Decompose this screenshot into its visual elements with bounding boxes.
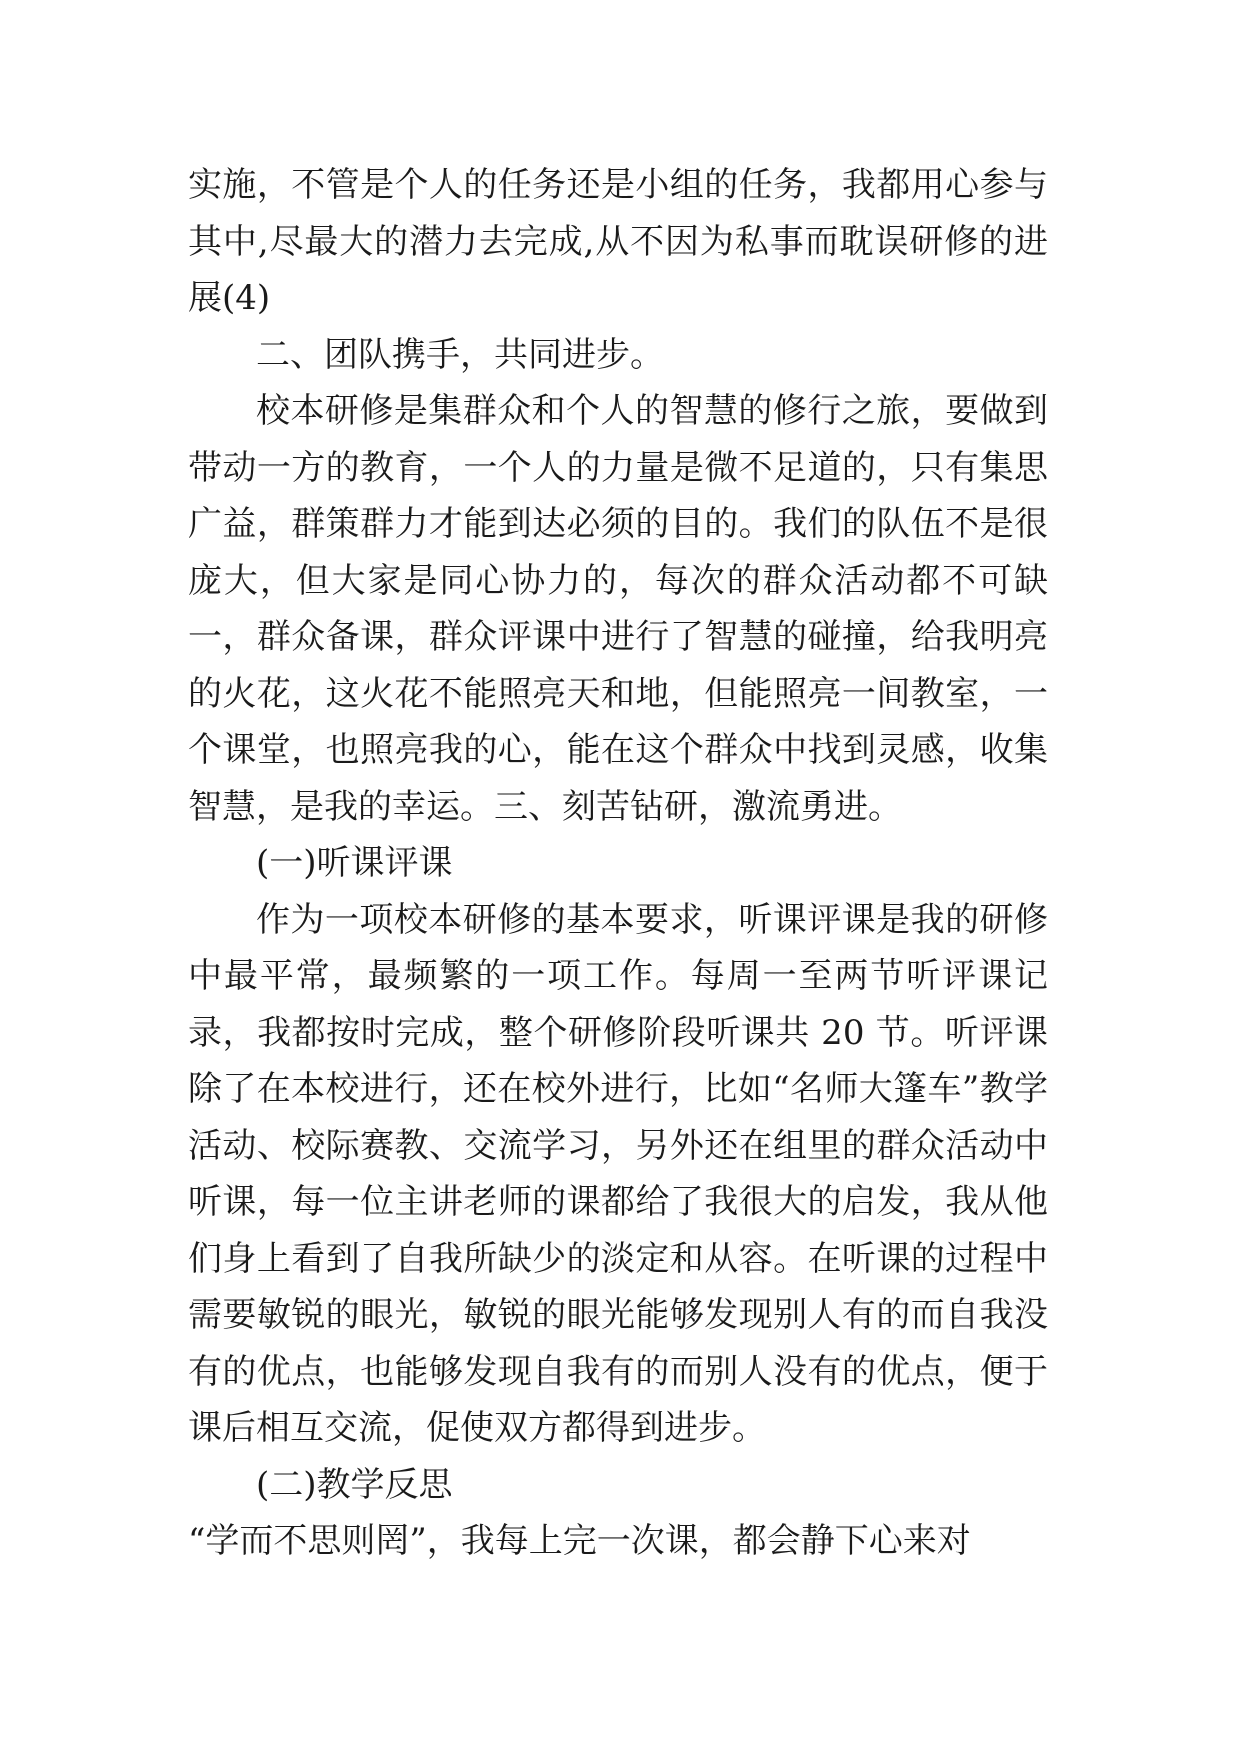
paragraph-lesson-observation: 作为一项校本研修的基本要求，听课评课是我的研修中最平常，最频繁的一项工作。每周一至两节听评课记录，我都按时完成，整个研修阶段听课共 20 节。听评课除了在本校进行，还在校外进行，比如“名师大篷车”教学活动、校际赛教、交流学习，另外还在组里的群众活动中听课，每一位主讲老师的课都给了我很大的启发，我从他们身上看到了自我所缺少的淡定和从容。在听课的过程中需要敏锐的眼光，敏锐的眼光能够发现别人有的而自我没有的优点，也能够发现自我有的而别人没有的优点，便于课后相互交流，促使双方都得到进步。 <box>188 899 1048 1448</box>
paragraph-teaching-reflection: “学而不思则罔”，我每上完一次课，都会静下心来对 <box>188 1521 971 1561</box>
paragraph-teamwork: 校本研修是集群众和个人的智慧的修行之旅，要做到带动一方的教育，一个人的力量是微不足道的，只有集思广益，群策群力才能到达必须的目的。我们的队伍不是很庞大，但大家是同心协力的，每次的群众活动都不可缺一，群众备课，群众评课中进行了智慧的碰撞，给我明亮的火花，这火花不能照亮天和地，但能照亮一间教室，一个课堂，也照亮我的心，能在这个群众中找到灵感，收集智慧，是我的幸运。三、刻苦钻研，激流勇进。 <box>188 391 1048 827</box>
section-heading-teamwork: 二、团队携手，共同进步。 <box>256 334 664 375</box>
paragraph-continuation: 实施，不管是个人的任务还是小组的任务，我都用心参与其中,尽最大的潜力去完成,从不因为私事而耽误研修的进展(4) <box>188 165 1048 318</box>
subsection-heading-lesson-observation: (一)听课评课 <box>256 843 453 883</box>
document-page <box>188 157 1048 1570</box>
subsection-heading-teaching-reflection: (二)教学反思 <box>256 1464 453 1505</box>
